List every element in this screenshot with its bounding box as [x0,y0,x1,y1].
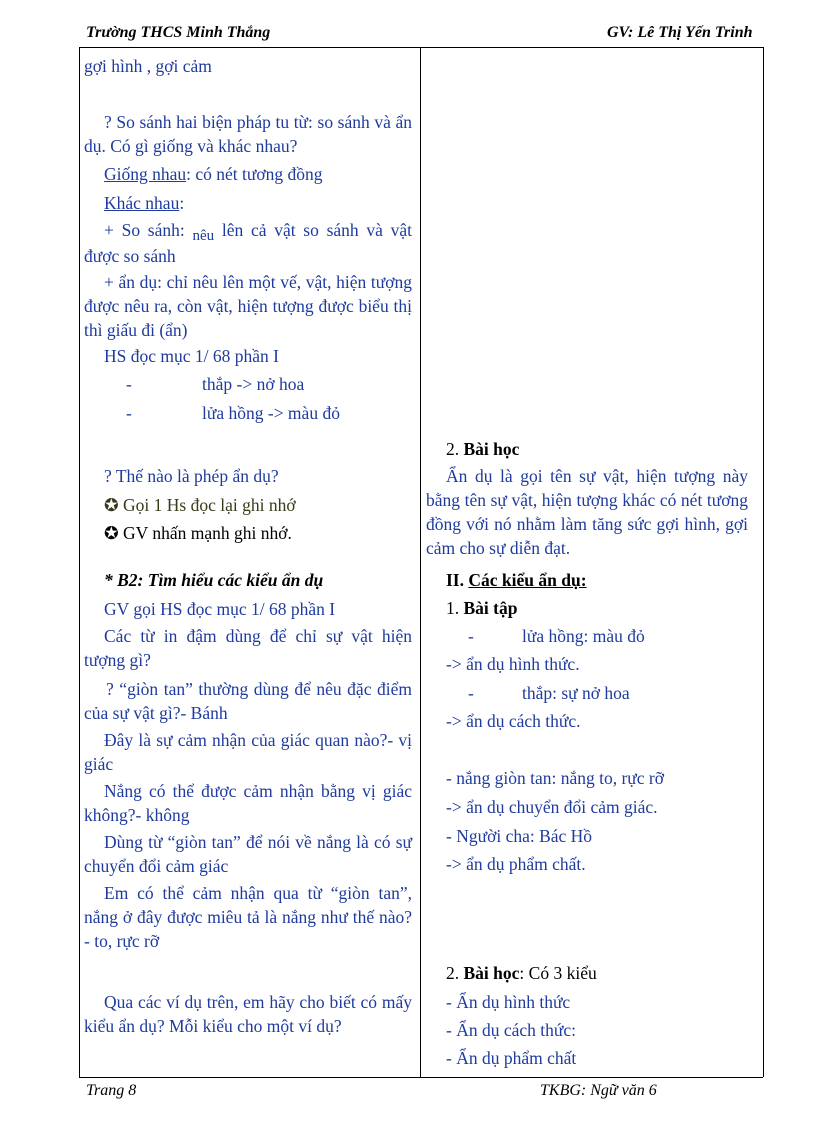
right-item-3 [468,681,630,705]
right-item-2: -> ẩn dụ hình thức. [446,654,580,674]
section-2-title: Các kiểu ẩn dụ: [468,570,587,590]
star-bullet-icon: ✪ [104,523,119,543]
section-2-number: II. [446,570,469,590]
example-item-2-text: lửa hồng -> màu đỏ [202,403,340,423]
similarity-label: Giống nhau [104,164,187,184]
call-student-line [104,493,296,517]
school-name: Trường THCS Minh Thắng [86,24,271,41]
lesson-label: Bài học [463,439,520,459]
example-item-1 [126,372,304,396]
lesson-definition: Ẩn dụ là gọi tên sự vật, hiện tượng này bằng tên sự vật, hiện tượng khác có nét tương đồng với nó nhằm làm tăng sức gợi hình, gợi cảm cho sự diễn đạt. [426,466,748,558]
question-compare: ? So sánh hai biện pháp tu từ: so sánh và ẩn dụ. Có gì giống và khác nhau? [84,112,412,156]
page-number: Trang 8 [86,1082,137,1099]
right-item-4: -> ẩn dụ cách thức. [446,711,581,731]
right-item-7: - Người cha: Bác Hồ [446,826,593,846]
header-rule [79,47,763,48]
exercise-heading [446,596,517,620]
exercise-number: 1. [446,598,464,618]
list-dash: - [126,374,132,394]
lesson-2-heading [446,961,597,985]
question-sunlight: Nắng có thể được cảm nhận bằng vị giác không?- không [84,781,412,825]
question-gion-tan: ? “giòn tan” thường dùng để nêu đặc điểm của sự vật gì?- Bánh [84,679,412,723]
question-sense: Đây là sự cảm nhận của giác quan nào?- vị giác [84,730,412,774]
similarity-text: : có nét tương đồng [186,164,323,184]
gv-call-instruction: GV gọi HS đọc mục 1/ 68 phần I [104,599,336,619]
compare-prefix: + So sánh: [104,220,193,240]
footer-rule [79,1077,763,1078]
call-student-text: Gọi 1 Hs đọc lại ghi nhớ [118,495,296,515]
kind-3: - Ẩn dụ phẩm chất [446,1048,577,1068]
right-item-3-text: thắp: sự nở hoa [522,683,630,703]
statement-sense-transfer: Dùng từ “giòn tan” để nói về nắng là có sự chuyển đổi cảm giác [84,832,412,876]
kind-2: - Ẩn dụ cách thức: [446,1020,576,1040]
right-item-8: -> ẩn dụ phẩm chất. [446,854,586,874]
difference-colon: : [179,193,185,213]
lesson-2-number: 2. [446,963,464,983]
metaphor-description: + ẩn dụ: chỉ nêu lên một vế, vật, hiện tượng được nêu ra, còn vật, hiện tượng được biểu thị thì giấu đi (ẩn) [84,272,412,340]
right-item-6: -> ẩn dụ chuyển đổi cảm giác. [446,797,658,817]
kind-1: - Ẩn dụ hình thức [446,992,571,1012]
compare-description [84,218,412,268]
star-bullet-icon: ✪ [104,495,119,515]
step-b2-heading: * B2: Tìm hiểu các kiểu ẩn dụ [104,570,324,590]
difference-line [104,191,184,215]
left-line-1: gợi hình , gợi cảm [84,56,212,76]
similarity-line [104,162,323,186]
hs-read-instruction: HS đọc mục 1/ 68 phần I [104,346,279,366]
difference-label: Khác nhau [104,193,180,213]
question-bold-words: Các từ in đậm dùng để chỉ sự vật hiện tượng gì? [84,626,412,670]
lesson-number: 2. [446,439,464,459]
list-dash: - [468,626,474,646]
list-dash: - [468,683,474,703]
table-left-border [79,47,80,1077]
compare-rest: lên cả vật so sánh và vật được so sánh [84,220,412,266]
table-column-divider [420,47,421,1077]
compare-subscript: nêu [192,228,215,244]
exercise-label: Bài tập [463,598,518,618]
right-item-5: - nắng giòn tan: nắng to, rực rỡ [446,768,664,788]
section-2-heading [446,568,587,592]
table-right-border [763,47,764,1077]
teacher-emphasis-line [104,521,292,545]
example-item-2 [126,401,340,425]
question-kinds: Qua các ví dụ trên, em hãy cho biết có mấy kiểu ẩn dụ? Mỗi kiểu cho một ví dụ? [84,992,412,1036]
lesson-heading [446,437,519,461]
question-what-is-metaphor: ? Thế nào là phép ẩn dụ? [104,466,279,486]
teacher-name: GV: Lê Thị Yến Trinh [607,24,753,41]
lesson-2-text: : Có 3 kiểu [519,963,597,983]
lesson-2-label: Bài học [463,963,520,983]
teacher-emphasis-text: GV nhấn mạnh ghi nhớ. [118,523,292,543]
right-item-1 [468,624,645,648]
right-item-1-text: lửa hồng: màu đỏ [522,626,645,646]
document-title: TKBG: Ngữ văn 6 [540,1082,657,1099]
question-feel: Em có thể cảm nhận qua từ “giòn tan”, nắng ở đây được miêu tả là nắng như thế nào?- to, rực rỡ [84,883,412,951]
example-item-1-text: thắp -> nở hoa [202,374,305,394]
list-dash: - [126,403,132,423]
